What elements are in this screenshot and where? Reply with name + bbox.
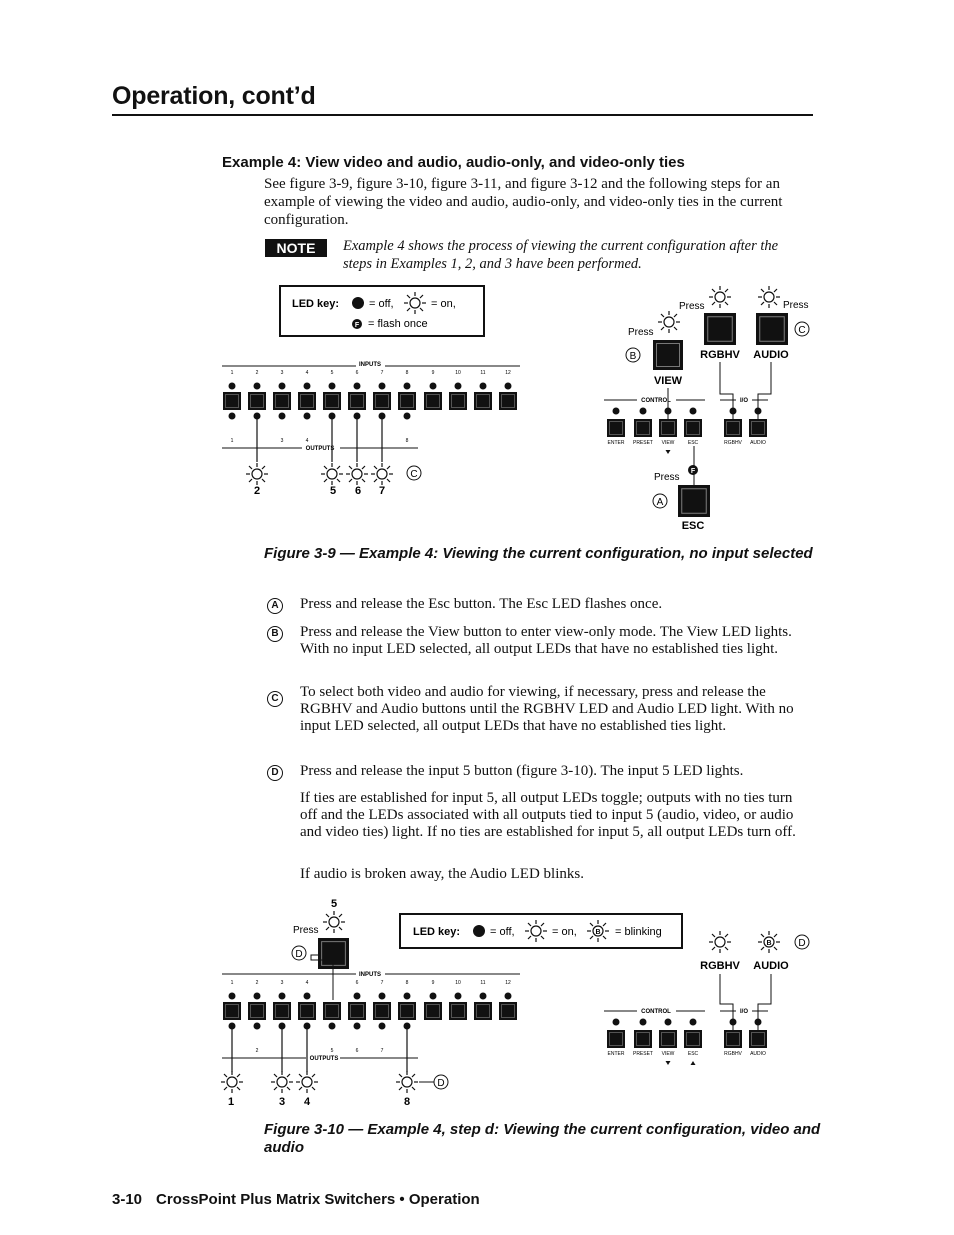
rgbhv-big-button[interactable] — [705, 314, 736, 345]
f2-input-number: 9 — [431, 980, 435, 986]
f1-control-button[interactable] — [685, 420, 702, 437]
callout-c-left: C — [410, 469, 418, 480]
f1-input-button[interactable] — [425, 393, 442, 410]
f2-control-label: ENTER — [607, 1051, 625, 1057]
section-heading: Example 4: View video and audio, audio-only, and video-only ties — [222, 154, 685, 171]
f2-control-led — [755, 1019, 762, 1026]
f2-input-number: 3 — [280, 980, 284, 986]
page-title: Operation, cont’d — [112, 82, 316, 110]
step-c-marker: C — [267, 691, 283, 707]
f1-input-led — [430, 383, 437, 390]
intro-paragraph: See figure 3-9, figure 3-10, figure 3-11, and figure 3-12 and the following steps for an example of viewing the video and audio, audio-only, and video-only ties in the current configuration. — [264, 176, 783, 228]
f2-input-led — [254, 993, 261, 1000]
output-4-lit-icon — [296, 1071, 318, 1093]
led-key-flash: = flash once — [368, 318, 428, 330]
f2-input-number: 12 — [505, 980, 511, 986]
led-flash-glyph: F — [354, 322, 360, 329]
output-buttons-2 — [229, 1023, 411, 1055]
led-on-icon — [404, 292, 426, 314]
f2-input-button[interactable] — [249, 1003, 266, 1020]
f1-control-button[interactable] — [608, 420, 625, 437]
lit-output-5: 5 — [329, 485, 337, 497]
step-b-marker: B — [267, 626, 283, 642]
f1-input-button[interactable] — [299, 393, 316, 410]
led-key-off-2: = off, — [490, 926, 515, 938]
f2-input-number: 10 — [455, 980, 461, 986]
f1-input-number: 4 — [305, 370, 309, 376]
f1-control-led — [613, 408, 620, 415]
figure-3-9-caption: Figure 3-9 — Example 4: Viewing the current configuration, no input selected — [264, 545, 813, 562]
f2-input-button[interactable] — [399, 1003, 416, 1020]
f2-esc-arrow-icon — [691, 1061, 696, 1065]
lit-output-3: 3 — [278, 1096, 286, 1108]
f1-control-button[interactable] — [635, 420, 652, 437]
callout-c-right: C — [798, 325, 806, 336]
f2-output-number: 6 — [355, 1048, 359, 1054]
f2-output-led — [354, 1023, 361, 1030]
f1-input-led — [254, 383, 261, 390]
f2-view-arrow-icon — [666, 1061, 671, 1065]
f2-control-button[interactable] — [750, 1031, 767, 1048]
audio-lit-icon — [758, 286, 780, 308]
f2-input-number: 2 — [255, 980, 259, 986]
figure-3-9 — [0, 280, 954, 540]
f2-output-number: 2 — [255, 1048, 259, 1054]
f2-input-number: 6 — [355, 980, 359, 986]
page-number: 3-10 — [112, 1191, 143, 1208]
f1-output-led — [404, 413, 411, 420]
lit-output-1: 1 — [227, 1096, 235, 1108]
f1-control-label: ESC — [687, 440, 699, 446]
f1-control-led — [640, 408, 647, 415]
f2-input-led — [480, 993, 487, 1000]
f2-input-number: 1 — [230, 980, 234, 986]
f2-input-button[interactable] — [425, 1003, 442, 1020]
f2-control-label: VIEW — [661, 1051, 675, 1057]
f2-input-number: 4 — [305, 980, 309, 986]
press-rgbhv-label: Press — [679, 301, 705, 312]
audio-big-button[interactable] — [757, 314, 788, 345]
f1-view-arrow-icon — [666, 450, 671, 454]
outputs-label-2: OUTPUTS — [309, 1056, 339, 1062]
f2-input-led — [354, 993, 361, 1000]
f1-input-button[interactable] — [374, 393, 391, 410]
f1-output-number: 4 — [305, 438, 309, 444]
control-buttons — [608, 408, 767, 455]
f1-input-button[interactable] — [500, 393, 517, 410]
io-label: I/O — [739, 398, 749, 404]
f1-input-number: 8 — [405, 370, 409, 376]
control-label-2: CONTROL — [641, 1009, 671, 1015]
f2-input-led — [304, 993, 311, 1000]
f2-input-button[interactable] — [475, 1003, 492, 1020]
title-rule — [112, 114, 813, 116]
led-key-on-2: = on, — [552, 926, 577, 938]
callout-d-outputs: D — [437, 1078, 445, 1089]
f1-input-number: 2 — [255, 370, 259, 376]
f1-input-button[interactable] — [249, 393, 266, 410]
led-key-blink: = blinking — [615, 926, 662, 938]
f2-input-led — [430, 993, 437, 1000]
f1-control-button[interactable] — [750, 420, 767, 437]
f1-input-number: 3 — [280, 370, 284, 376]
footer-text: CrossPoint Plus Matrix Switchers • Operation — [156, 1191, 480, 1208]
callout-d-input: D — [295, 949, 303, 960]
f1-input-led — [480, 383, 487, 390]
led-off-icon — [352, 297, 364, 309]
f2-control-button[interactable] — [725, 1031, 742, 1048]
esc-label: ESC — [681, 520, 705, 532]
control-label: CONTROL — [641, 398, 671, 404]
step-d-marker: D — [267, 765, 283, 781]
audio-label: AUDIO — [753, 349, 789, 361]
f1-input-number: 7 — [380, 370, 384, 376]
step-d-text-1: Press and release the input 5 button (figure 3-10). The input 5 LED lights. — [300, 763, 744, 779]
rgbhv-label-2: RGBHV — [700, 960, 740, 972]
input-5-lit-icon — [323, 911, 345, 933]
f2-input-number: 8 — [405, 980, 409, 986]
output-6-lit-icon — [346, 463, 368, 485]
f1-control-button[interactable] — [725, 420, 742, 437]
f2-output-led — [254, 1023, 261, 1030]
output-3-lit-icon — [271, 1071, 293, 1093]
f1-input-button[interactable] — [399, 393, 416, 410]
led-blink-glyph: B — [595, 929, 601, 936]
f2-control-led — [613, 1019, 620, 1026]
output-1-lit-icon — [221, 1071, 243, 1093]
input-5-label: 5 — [330, 898, 338, 910]
figure-3-10 — [0, 893, 954, 1115]
step-c-text: To select both video and audio for viewing, if necessary, press and release the RGBHV and Audio buttons until the RGBHV LED and Audio LED light. With no input LED selected, all output LEDs that have no established ties light. — [300, 684, 794, 734]
lit-output-4: 4 — [303, 1096, 311, 1108]
f1-output-number: 3 — [280, 438, 284, 444]
f2-control-led — [690, 1019, 697, 1026]
f1-input-led — [404, 383, 411, 390]
rgbhv-label: RGBHV — [700, 349, 740, 361]
f2-output-number: 5 — [330, 1048, 334, 1054]
f1-input-led — [505, 383, 512, 390]
inputs-label: INPUTS — [358, 362, 382, 368]
control-buttons-2 — [608, 1019, 767, 1066]
esc-flash-glyph: F — [690, 468, 696, 475]
f1-input-led — [455, 383, 462, 390]
f1-output-led — [304, 413, 311, 420]
audio-blink-glyph: B — [766, 940, 772, 947]
f1-input-led — [304, 383, 311, 390]
note-badge: NOTE — [265, 239, 327, 257]
lit-output-6: 6 — [354, 485, 362, 497]
audio-label-2: AUDIO — [753, 960, 789, 972]
f2-input-led — [404, 993, 411, 1000]
f1-control-label: PRESET — [632, 440, 654, 446]
f2-control-button[interactable] — [685, 1031, 702, 1048]
f1-input-button[interactable] — [475, 393, 492, 410]
callout-b: B — [629, 351, 637, 362]
f2-control-label: AUDIO — [750, 1051, 766, 1057]
outputs-label: OUTPUTS — [305, 446, 335, 452]
f2-control-led — [640, 1019, 647, 1026]
rgbhv-lit-icon-2 — [709, 931, 731, 953]
f1-control-label: VIEW — [661, 440, 675, 446]
f2-output-number: 7 — [380, 1048, 384, 1054]
f1-control-button[interactable] — [660, 420, 677, 437]
esc-big-button[interactable] — [679, 486, 710, 517]
f1-input-number: 9 — [431, 370, 435, 376]
lit-output-2: 2 — [253, 485, 261, 497]
f2-input-button[interactable] — [324, 1003, 341, 1020]
output-8-lit-icon — [396, 1071, 418, 1093]
f1-output-led — [229, 413, 236, 420]
f2-control-button[interactable] — [660, 1031, 677, 1048]
f2-input-button[interactable] — [299, 1003, 316, 1020]
f1-input-led — [279, 383, 286, 390]
f1-input-number: 6 — [355, 370, 359, 376]
step-d-text-3: If audio is broken away, the Audio LED blinks. — [300, 866, 584, 882]
f2-control-label: ESC — [687, 1051, 699, 1057]
callout-a: A — [656, 497, 664, 508]
f1-input-button[interactable] — [349, 393, 366, 410]
f2-control-button[interactable] — [608, 1031, 625, 1048]
lit-output-8: 8 — [403, 1096, 411, 1108]
step-a-text: Press and release the Esc button. The Esc LED flashes once. — [300, 596, 663, 612]
f1-input-number: 10 — [455, 370, 461, 376]
f1-input-number: 5 — [330, 370, 334, 376]
f1-output-number: 8 — [405, 438, 409, 444]
f2-input-led — [379, 993, 386, 1000]
inputs-label-2: INPUTS — [358, 972, 382, 978]
f2-control-led — [730, 1019, 737, 1026]
f2-input-led — [229, 993, 236, 1000]
f1-input-number: 11 — [480, 370, 486, 376]
press-esc-label: Press — [654, 472, 680, 483]
rgbhv-lit-icon — [709, 286, 731, 308]
f1-control-label: AUDIO — [750, 440, 766, 446]
f2-input-led — [455, 993, 462, 1000]
led-key-label: LED key: — [292, 298, 340, 310]
f1-output-led — [279, 413, 286, 420]
f1-output-number: 1 — [230, 438, 234, 444]
f1-input-button[interactable] — [274, 393, 291, 410]
f2-control-led — [665, 1019, 672, 1026]
led-on-icon-2 — [525, 920, 547, 942]
f2-input-button[interactable] — [224, 1003, 241, 1020]
callout-d-audio: D — [798, 938, 806, 949]
press-audio-label: Press — [783, 300, 809, 311]
f1-input-led — [229, 383, 236, 390]
f2-output-led — [329, 1023, 336, 1030]
f1-input-button[interactable] — [224, 393, 241, 410]
f2-control-button[interactable] — [635, 1031, 652, 1048]
f1-input-led — [379, 383, 386, 390]
note-text: Example 4 shows the process of viewing the current configuration after the steps in Examples 1, 2, and 3 have been performed. — [343, 238, 779, 272]
press-view-label: Press — [628, 327, 654, 338]
f1-input-number: 12 — [505, 370, 511, 376]
output-7-lit-icon — [371, 463, 393, 485]
f2-input-button[interactable] — [500, 1003, 517, 1020]
f2-input-led — [279, 993, 286, 1000]
f1-input-number: 1 — [230, 370, 234, 376]
view-big-button[interactable] — [654, 341, 683, 370]
input-buttons — [224, 370, 517, 410]
figure-3-10-caption: Figure 3-10 — Example 4, step d: Viewing the current configuration, video and audio — [264, 1121, 821, 1156]
f1-control-led — [690, 408, 697, 415]
output-5-lit-icon — [321, 463, 343, 485]
led-key-on: = on, — [431, 298, 456, 310]
step-d-text-2: If ties are established for input 5, all output LEDs toggle; outputs with no ties turn off and the LEDs associated with all outputs tied to input 5 (audio, video, or audio and video ties) light. If no ties are established for input 5, all output LEDs turn off. — [300, 790, 796, 840]
led-key-label-2: LED key: — [413, 926, 461, 938]
f1-input-button[interactable] — [450, 393, 467, 410]
led-key-off: = off, — [369, 298, 394, 310]
f2-control-label: PRESET — [632, 1051, 654, 1057]
output-buttons — [229, 413, 411, 445]
f2-control-label: RGBHV — [724, 1051, 742, 1057]
f2-output-led — [379, 1023, 386, 1030]
view-label: VIEW — [653, 375, 683, 387]
f2-input-number: 7 — [380, 980, 384, 986]
f1-input-button[interactable] — [324, 393, 341, 410]
press-input5-label: Press — [293, 925, 319, 936]
io-label-2: I/O — [739, 1009, 749, 1015]
output-2-lit-icon — [246, 463, 268, 485]
f1-input-led — [329, 383, 336, 390]
f2-input-button[interactable] — [274, 1003, 291, 1020]
lit-output-7: 7 — [378, 485, 386, 497]
f2-input-button[interactable] — [374, 1003, 391, 1020]
f1-control-label: RGBHV — [724, 440, 742, 446]
f2-input-button[interactable] — [450, 1003, 467, 1020]
step-b-text: Press and release the View button to enter view-only mode. The View LED lights. With no input LED selected, all output LEDs that have no established ties light. — [300, 624, 792, 657]
view-lit-icon — [658, 311, 680, 333]
f1-input-led — [354, 383, 361, 390]
step-a-marker: A — [267, 598, 283, 614]
f2-input-number: 11 — [480, 980, 486, 986]
f2-input-button[interactable] — [349, 1003, 366, 1020]
input-buttons-2 — [224, 980, 517, 1020]
f2-input-led — [505, 993, 512, 1000]
page-footer — [112, 1191, 480, 1208]
f1-control-label: ENTER — [607, 440, 625, 446]
led-off-icon-2 — [473, 925, 485, 937]
